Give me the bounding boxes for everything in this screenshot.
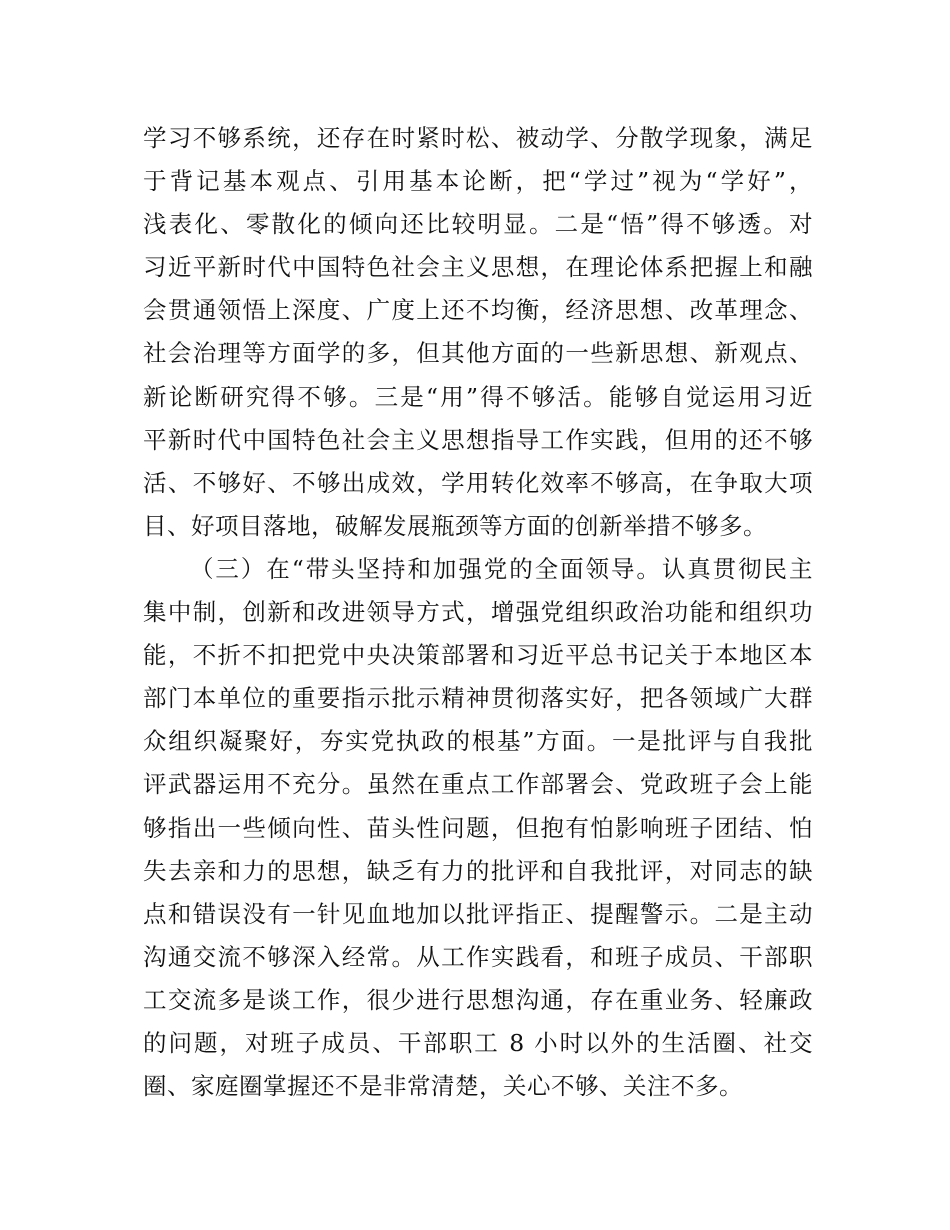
paragraph-line: 学习不够系统，还存在时紧时松、被动学、分散学现象，满足 [143, 124, 813, 152]
paragraph-line: 目、好项目落地，破解发展瓶颈等方面的创新举措不够多。 [143, 511, 767, 540]
paragraph-line: 新论断研究得不够。三是“用”得不够活。能够自觉运用习近 [143, 382, 813, 411]
paragraph-line: 圈、家庭圈掌握还不是非常清楚，关心不够、关注不多。 [143, 1072, 743, 1101]
paragraph-line: （三）在“带头坚持和加强党的全面领导。认真贯彻民主 [190, 554, 813, 583]
paragraph-line: 习近平新时代中国特色社会主义思想，在理论体系把握上和融 [143, 253, 813, 282]
paragraph-line: 部门本单位的重要指示批示精神贯彻落实好，把各领域广大群 [143, 684, 813, 713]
paragraph-line: 沟通交流不够深入经常。从工作实践看，和班子成员、干部职 [143, 942, 813, 971]
paragraph-line: 能，不折不扣把党中央决策部署和习近平总书记关于本地区本 [143, 641, 813, 670]
paragraph-line: 活、不够好、不够出成效，学用转化效率不够高，在争取大项 [143, 468, 813, 497]
paragraph-line: 平新时代中国特色社会主义思想指导工作实践，但用的还不够 [143, 425, 813, 454]
paragraph-line: 集中制，创新和改进领导方式，增强党组织政治功能和组织功 [143, 598, 813, 627]
paragraph-line: 工交流多是谈工作，很少进行思想沟通，存在重业务、轻廉政 [143, 985, 813, 1014]
paragraph-line: 众组织凝聚好，夯实党执政的根基”方面。一是批评与自我批 [143, 727, 813, 756]
paragraph-line: 浅表化、零散化的倾向还比较明显。二是“悟”得不够透。对 [143, 210, 813, 239]
paragraph-line: 失去亲和力的思想，缺乏有力的批评和自我批评，对同志的缺 [143, 856, 813, 885]
document-body [143, 117, 813, 1108]
paragraph-line: 社会治理等方面学的多，但其他方面的一些新思想、新观点、 [143, 339, 813, 368]
paragraph-line: 会贯通领悟上深度、广度上还不均衡，经济思想、改革理念、 [143, 296, 813, 325]
paragraph-study-issues [143, 117, 813, 548]
paragraph-line: 够指出一些倾向性、苗头性问题，但抱有怕影响班子团结、怕 [143, 813, 813, 842]
paragraph-line: 于背记基本观点、引用基本论断，把“学过”视为“学好”， [143, 167, 813, 196]
paragraph-line: 的问题，对班子成员、干部职工 8 小时以外的生活圈、社交 [143, 1028, 813, 1057]
paragraph-line: 评武器运用不充分。虽然在重点工作部署会、党政班子会上能 [143, 770, 813, 799]
paragraph-line: 点和错误没有一针见血地加以批评指正、提醒警示。二是主动 [143, 899, 813, 928]
paragraph-leadership-section [143, 548, 813, 1108]
